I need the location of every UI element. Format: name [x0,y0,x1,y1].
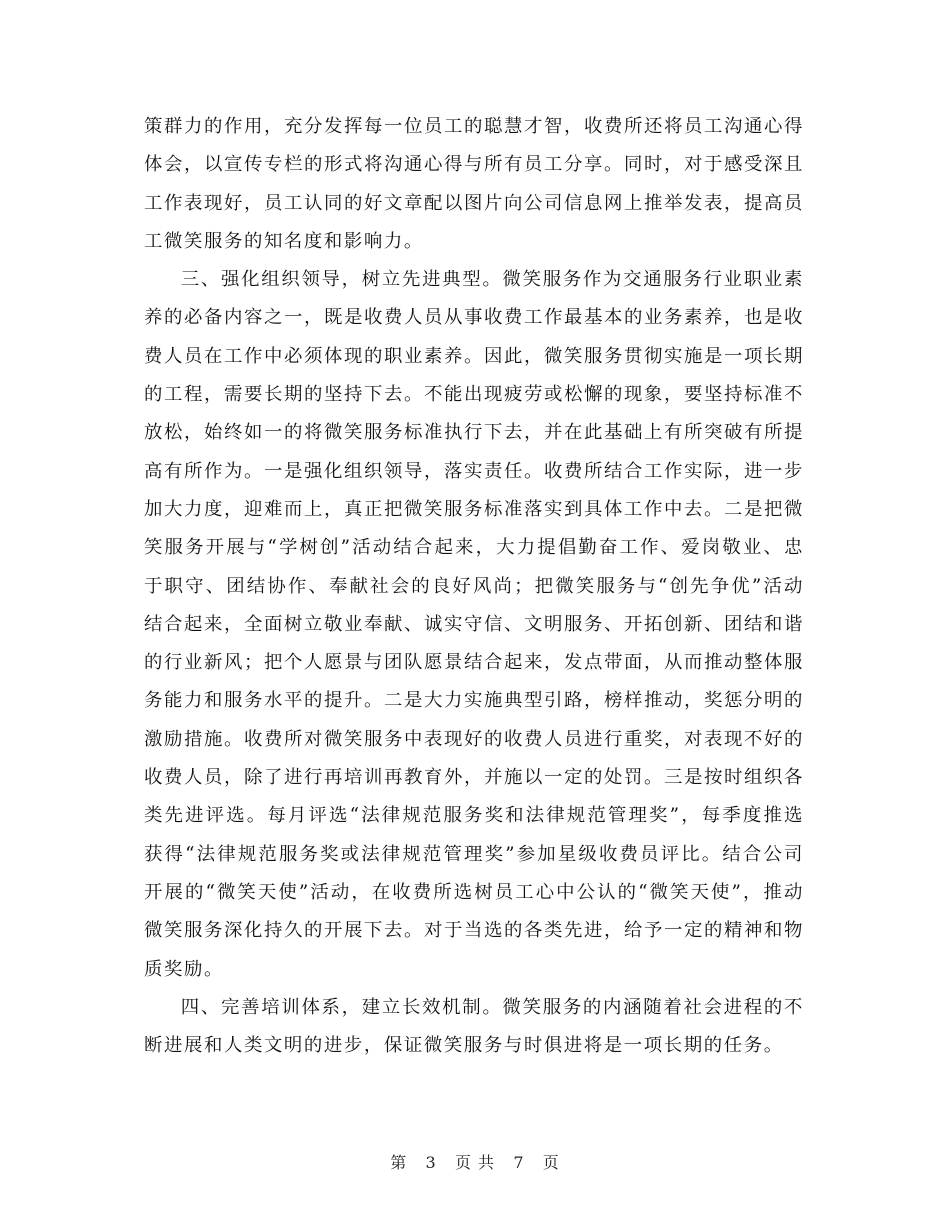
document-body [144,108,804,1065]
footer-total-pages: 7 [513,1153,525,1172]
footer-middle: 页 共 [454,1153,496,1172]
footer-prefix: 第 [390,1153,408,1172]
footer-suffix: 页 [542,1153,560,1172]
paragraph-continuation: 策群力的作用，充分发挥每一位员工的聪慧才智，收费所还将员工沟通心得体会，以宣传专栏的形式将沟通心得与所有员工分享。同时，对于感受深且工作表现好，员工认同的好文章配以图片向公司信息网上推举发表，提高员工微笑服务的知名度和影响力。 [144,116,804,252]
page-footer [0,1150,950,1173]
paragraph-section-three: 三、强化组织领导，树立先进典型。微笑服务作为交通服务行业职业素养的必备内容之一，既是收费人员从事收费工作最基本的业务素养，也是收费人员在工作中必须体现的职业素养。因此，微笑服务贯彻实施是一项长期的工程，需要长期的坚持下去。不能出现疲劳或松懈的现象，要坚持标准不放松，始终如一的将微笑服务标准执行下去，并在此基础上有所突破有所提高有所作为。一是强化组织领导，落实责任。收费所结合工作实际，进一步加大力度，迎难而上，真正把微笑服务标准落实到具体工作中去。二是把微笑服务开展与“学树创”活动结合起来，大力提倡勤奋工作、爱岗敬业、忠于职守、团结协作、奉献社会的良好风尚；把微笑服务与“创先争优”活动结合起来，全面树立敬业奉献、诚实守信、文明服务、开拓创新、团结和谐的行业新风；把个人愿景与团队愿景结合起来，发点带面，从而推动整体服务能力和服务水平的提升。二是大力实施典型引路，榜样推动，奖惩分明的激励措施。收费所对微笑服务中表现好的收费人员进行重奖，对表现不好的收费人员，除了进行再培训再教育外，并施以一定的处罚。三是按时组织各类先进评选。每月评选“法律规范服务奖和法律规范管理奖”，每季度推选获得“法律规范服务奖或法律规范管理奖”参加星级收费员评比。结合公司开展的“微笑天使”活动，在收费所选树员工心中公认的“微笑天使”，推动微笑服务深化持久的开展下去。对于当选的各类先进，给予一定的精神和物质奖励。 [144,269,804,980]
footer-current-page: 3 [425,1153,437,1172]
paragraph-section-four: 四、完善培训体系，建立长效机制。微笑服务的内涵随着社会进程的不断进展和人类文明的进步，保证微笑服务与时俱进将是一项长期的任务。 [144,996,804,1057]
